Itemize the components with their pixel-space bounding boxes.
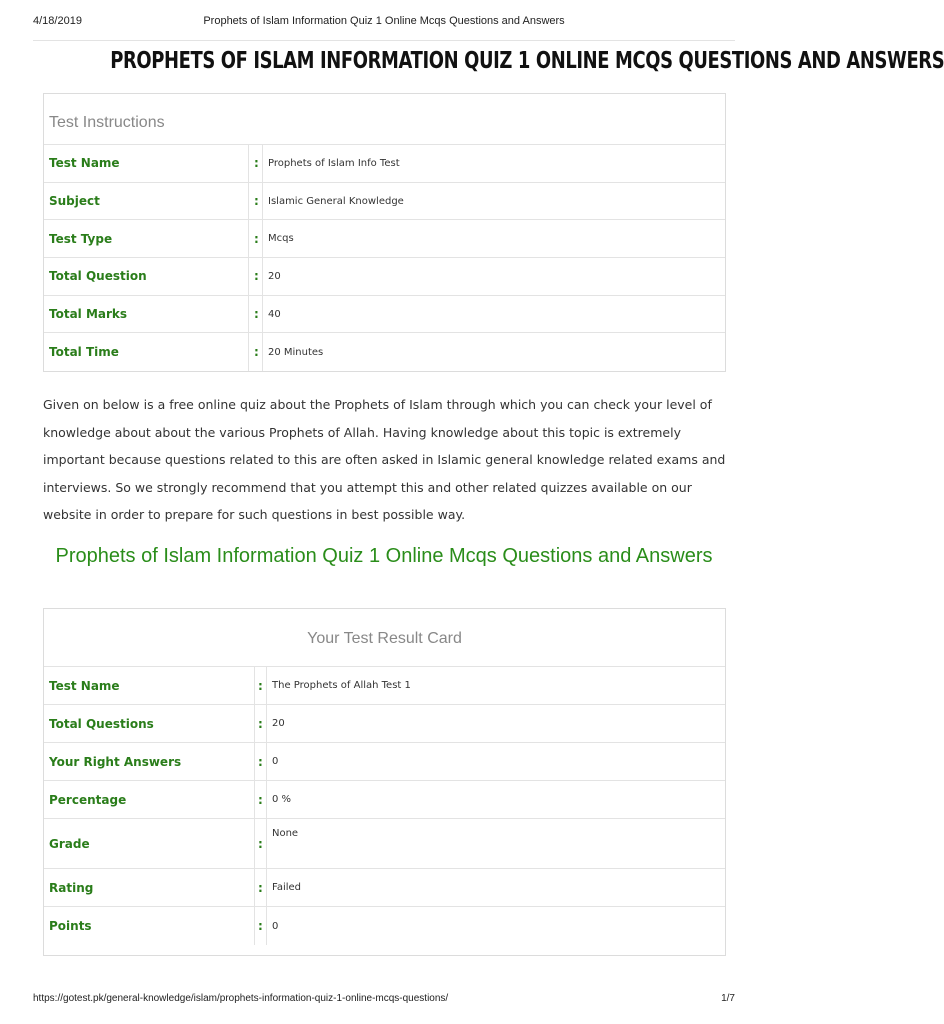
page-title: PROPHETS OF ISLAM INFORMATION QUIZ 1 ONLINE MCQS QUESTIONS AND ANSWERS <box>110 48 944 74</box>
row-label: Your Right Answers <box>44 743 255 780</box>
result-row-rating <box>44 869 725 907</box>
result-row-grade <box>44 819 725 869</box>
result-card-heading: Your Test Result Card <box>44 609 725 667</box>
row-label: Test Type <box>44 220 249 257</box>
instruction-row-total-time <box>44 333 725 371</box>
row-label: Test Name <box>44 145 249 182</box>
row-value: 20 Minutes <box>262 333 323 371</box>
row-value: 40 <box>262 296 281 333</box>
row-separator: : <box>258 880 263 895</box>
test-instructions-heading: Test Instructions <box>44 94 725 145</box>
row-label: Total Marks <box>44 296 249 333</box>
print-header <box>33 15 735 31</box>
page-number: 1/7 <box>721 993 735 1004</box>
result-row-right-answers <box>44 743 725 781</box>
row-value: 0 <box>266 907 278 945</box>
print-doc-title: Prophets of Islam Information Quiz 1 Online Mcqs Questions and Answers <box>203 15 565 27</box>
result-row-percentage <box>44 781 725 819</box>
result-row-total-questions <box>44 705 725 743</box>
row-value: Mcqs <box>262 220 294 257</box>
header-divider <box>33 40 735 41</box>
instruction-row-total-marks <box>44 296 725 334</box>
test-instructions-panel <box>43 93 726 372</box>
row-value: 0 % <box>266 781 291 818</box>
row-separator: : <box>258 754 263 769</box>
row-value: Failed <box>266 869 301 906</box>
row-label: Grade <box>44 819 255 868</box>
row-label: Points <box>44 907 255 945</box>
result-row-points <box>44 907 725 945</box>
row-separator: : <box>254 231 259 246</box>
row-label: Percentage <box>44 781 255 818</box>
row-separator: : <box>254 269 259 284</box>
row-value: 20 <box>266 705 285 742</box>
row-value: None <box>266 819 298 868</box>
result-row-test-name <box>44 667 725 705</box>
print-footer <box>33 993 735 1007</box>
row-label: Total Questions <box>44 705 255 742</box>
row-separator: : <box>258 792 263 807</box>
row-separator: : <box>258 678 263 693</box>
row-value: 20 <box>262 258 281 295</box>
row-label: Total Time <box>44 333 249 371</box>
row-label: Total Question <box>44 258 249 295</box>
row-value: Islamic General Knowledge <box>262 183 404 220</box>
result-card-panel <box>43 608 726 956</box>
row-separator: : <box>258 836 263 851</box>
row-separator: : <box>254 156 259 171</box>
instruction-row-subject <box>44 183 725 221</box>
source-url: https://gotest.pk/general-knowledge/islam/prophets-information-quiz-1-online-mcqs-questions/ <box>33 993 449 1004</box>
intro-paragraph: Given on below is a free online quiz about the Prophets of Islam through which you can check your level of knowledge about about the various Prophets of Allah. Having knowledge about this topic is extremely important because questions related to this are often asked in Islamic general knowledge related exams and interviews. So we strongly recommend that you attempt this and other related quizzes available on our website in order to prepare for such questions in best possible way. <box>43 397 726 523</box>
instruction-row-total-question <box>44 258 725 296</box>
row-label: Subject <box>44 183 249 220</box>
row-separator: : <box>254 345 259 360</box>
row-label: Rating <box>44 869 255 906</box>
instruction-row-test-type <box>44 220 725 258</box>
print-date: 4/18/2019 <box>33 15 82 27</box>
row-separator: : <box>254 194 259 209</box>
row-value: The Prophets of Allah Test 1 <box>266 667 411 704</box>
row-value: Prophets of Islam Info Test <box>262 145 400 182</box>
row-label: Test Name <box>44 667 255 704</box>
instruction-row-test-name <box>44 145 725 183</box>
row-separator: : <box>254 307 259 322</box>
row-separator: : <box>258 919 263 933</box>
quiz-title: Prophets of Islam Information Quiz 1 Online Mcqs Questions and Answers <box>55 545 713 567</box>
row-separator: : <box>258 716 263 731</box>
row-value: 0 <box>266 743 278 780</box>
